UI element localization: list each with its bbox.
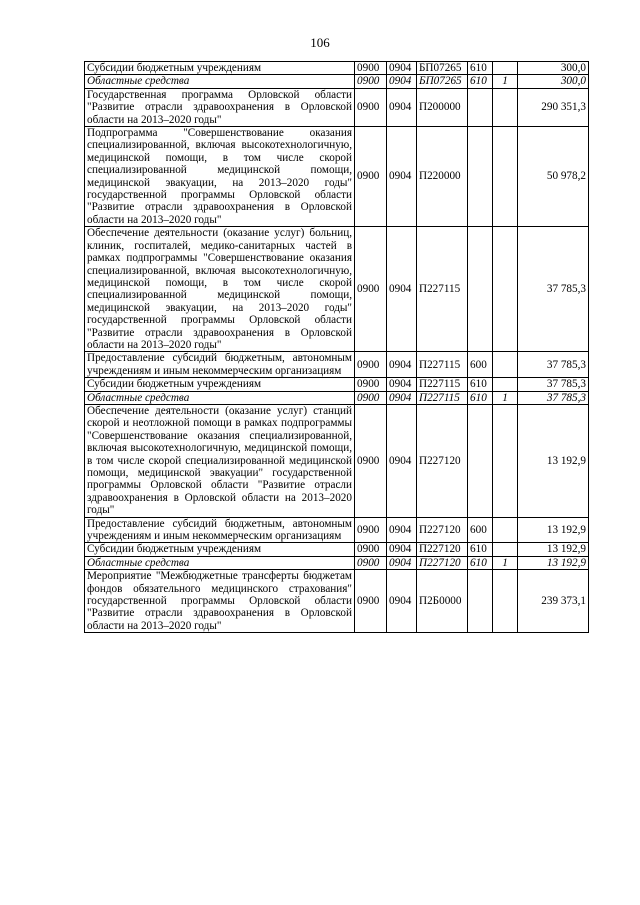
target-article-cell: П227120 — [417, 543, 468, 556]
source-code-cell — [493, 378, 518, 391]
section-code-cell: 0904 — [387, 391, 417, 404]
expense-type-cell: 610 — [468, 556, 493, 569]
target-article-cell: П227120 — [417, 404, 468, 517]
amount-cell: 13 192,9 — [518, 517, 589, 543]
section-code-cell: 0904 — [387, 556, 417, 569]
section-code-cell: 0904 — [387, 352, 417, 378]
ved-code-cell: 0900 — [355, 352, 387, 378]
target-article-cell: П227115 — [417, 378, 468, 391]
section-code-cell: 0904 — [387, 543, 417, 556]
amount-cell: 37 785,3 — [518, 391, 589, 404]
target-article-cell: БП07265 — [417, 75, 468, 88]
section-code-cell: 0904 — [387, 404, 417, 517]
ved-code-cell: 0900 — [355, 517, 387, 543]
row-name-cell: Субсидии бюджетным учреждениям — [85, 62, 355, 75]
source-code-cell — [493, 570, 518, 633]
target-article-cell: П227120 — [417, 517, 468, 543]
source-code-cell — [493, 543, 518, 556]
target-article-cell: П2Б0000 — [417, 570, 468, 633]
amount-cell: 13 192,9 — [518, 543, 589, 556]
expense-type-cell — [468, 227, 493, 352]
ved-code-cell: 0900 — [355, 543, 387, 556]
ved-code-cell: 0900 — [355, 127, 387, 227]
ved-code-cell: 0900 — [355, 88, 387, 126]
table-row — [85, 570, 589, 633]
section-code-cell: 0904 — [387, 88, 417, 126]
source-code-cell — [493, 88, 518, 126]
section-code-cell: 0904 — [387, 378, 417, 391]
source-code-cell: 1 — [493, 75, 518, 88]
expense-type-cell — [468, 404, 493, 517]
table-row — [85, 517, 589, 543]
amount-cell: 13 192,9 — [518, 404, 589, 517]
expense-type-cell: 610 — [468, 391, 493, 404]
table-row — [85, 404, 589, 517]
expense-type-cell: 610 — [468, 75, 493, 88]
target-article-cell: П227115 — [417, 391, 468, 404]
ved-code-cell: 0900 — [355, 556, 387, 569]
amount-cell: 37 785,3 — [518, 352, 589, 378]
section-code-cell: 0904 — [387, 227, 417, 352]
row-name-cell: Обеспечение деятельности (оказание услуг) станций скорой и неотложной помощи в рамках подпрограммы "Совершенствование оказания специализированной, включая высокотехнологичную, медицинской помощи, в том числе скорой специализированной медицинской помощи, медицинской эвакуации" государственной программы Орловской области "Развитие отрасли здравоохранения в Орловской области на 2013–2020 годы" — [85, 404, 355, 517]
source-code-cell — [493, 227, 518, 352]
ved-code-cell: 0900 — [355, 227, 387, 352]
table-row — [85, 352, 589, 378]
ved-code-cell: 0900 — [355, 404, 387, 517]
row-name-cell: Областные средства — [85, 556, 355, 569]
table-row — [85, 127, 589, 227]
expense-type-cell — [468, 88, 493, 126]
amount-cell: 290 351,3 — [518, 88, 589, 126]
section-code-cell: 0904 — [387, 62, 417, 75]
expense-type-cell: 610 — [468, 543, 493, 556]
section-code-cell: 0904 — [387, 127, 417, 227]
expense-type-cell: 610 — [468, 378, 493, 391]
row-name-cell: Государственная программа Орловской области "Развитие отрасли здравоохранения в Орловской области на 2013–2020 годы" — [85, 88, 355, 126]
target-article-cell: П227120 — [417, 556, 468, 569]
table-row — [85, 378, 589, 391]
source-code-cell — [493, 404, 518, 517]
source-code-cell — [493, 127, 518, 227]
budget-table — [84, 61, 589, 633]
target-article-cell: БП07265 — [417, 62, 468, 75]
row-name-cell: Предоставление субсидий бюджетным, автономным учреждениям и иным некоммерческим организациям — [85, 352, 355, 378]
source-code-cell: 1 — [493, 391, 518, 404]
table-row — [85, 556, 589, 569]
source-code-cell — [493, 352, 518, 378]
amount-cell: 50 978,2 — [518, 127, 589, 227]
row-name-cell: Подпрограмма "Совершенствование оказания специализированной, включая высокотехнологичную, медицинской помощи, в том числе скорой специализированной медицинской помощи, медицинской эвакуации, на 2013–2020 годы" государственной программы Орловской области "Развитие отрасли здравоохранения в Орловской области на 2013–2020 годы" — [85, 127, 355, 227]
amount-cell: 13 192,9 — [518, 556, 589, 569]
row-name-cell: Обеспечение деятельности (оказание услуг) больниц, клиник, госпиталей, медико-санитарных частей в рамках подпрограммы "Совершенствование оказания специализированной, включая высокотехнологичную, медицинской помощи, в том числе скорой специализированной медицинской помощи, медицинской эвакуации, на 2013–2020 годы" государственной программы Орловской области "Развитие отрасли здравоохранения в Орловской области на 2013–2020 годы" — [85, 227, 355, 352]
table-row — [85, 88, 589, 126]
ved-code-cell: 0900 — [355, 75, 387, 88]
row-name-cell: Субсидии бюджетным учреждениям — [85, 378, 355, 391]
target-article-cell: П200000 — [417, 88, 468, 126]
section-code-cell: 0904 — [387, 517, 417, 543]
row-name-cell: Областные средства — [85, 75, 355, 88]
amount-cell: 239 373,1 — [518, 570, 589, 633]
section-code-cell: 0904 — [387, 75, 417, 88]
table-row — [85, 75, 589, 88]
row-name-cell: Субсидии бюджетным учреждениям — [85, 543, 355, 556]
expense-type-cell — [468, 127, 493, 227]
row-name-cell: Предоставление субсидий бюджетным, автономным учреждениям и иным некоммерческим организациям — [85, 517, 355, 543]
target-article-cell: П220000 — [417, 127, 468, 227]
amount-cell: 300,0 — [518, 62, 589, 75]
budget-table-body — [85, 62, 589, 633]
source-code-cell — [493, 517, 518, 543]
table-row — [85, 391, 589, 404]
source-code-cell — [493, 62, 518, 75]
amount-cell: 37 785,3 — [518, 227, 589, 352]
row-name-cell: Мероприятие "Межбюджетные трансферты бюджетам фондов обязательного медицинского страхования" государственной программы Орловской области "Развитие отрасли здравоохранения в Орловской области на 2013–2020 годы" — [85, 570, 355, 633]
table-row — [85, 62, 589, 75]
ved-code-cell: 0900 — [355, 62, 387, 75]
target-article-cell: П227115 — [417, 352, 468, 378]
expense-type-cell: 600 — [468, 352, 493, 378]
expense-type-cell: 610 — [468, 62, 493, 75]
expense-type-cell — [468, 570, 493, 633]
page-number: 106 — [310, 35, 330, 50]
source-code-cell: 1 — [493, 556, 518, 569]
amount-cell: 37 785,3 — [518, 378, 589, 391]
section-code-cell: 0904 — [387, 570, 417, 633]
expense-type-cell: 600 — [468, 517, 493, 543]
table-row — [85, 543, 589, 556]
amount-cell: 300,0 — [518, 75, 589, 88]
table-row — [85, 227, 589, 352]
target-article-cell: П227115 — [417, 227, 468, 352]
ved-code-cell: 0900 — [355, 378, 387, 391]
ved-code-cell: 0900 — [355, 391, 387, 404]
row-name-cell: Областные средства — [85, 391, 355, 404]
ved-code-cell: 0900 — [355, 570, 387, 633]
